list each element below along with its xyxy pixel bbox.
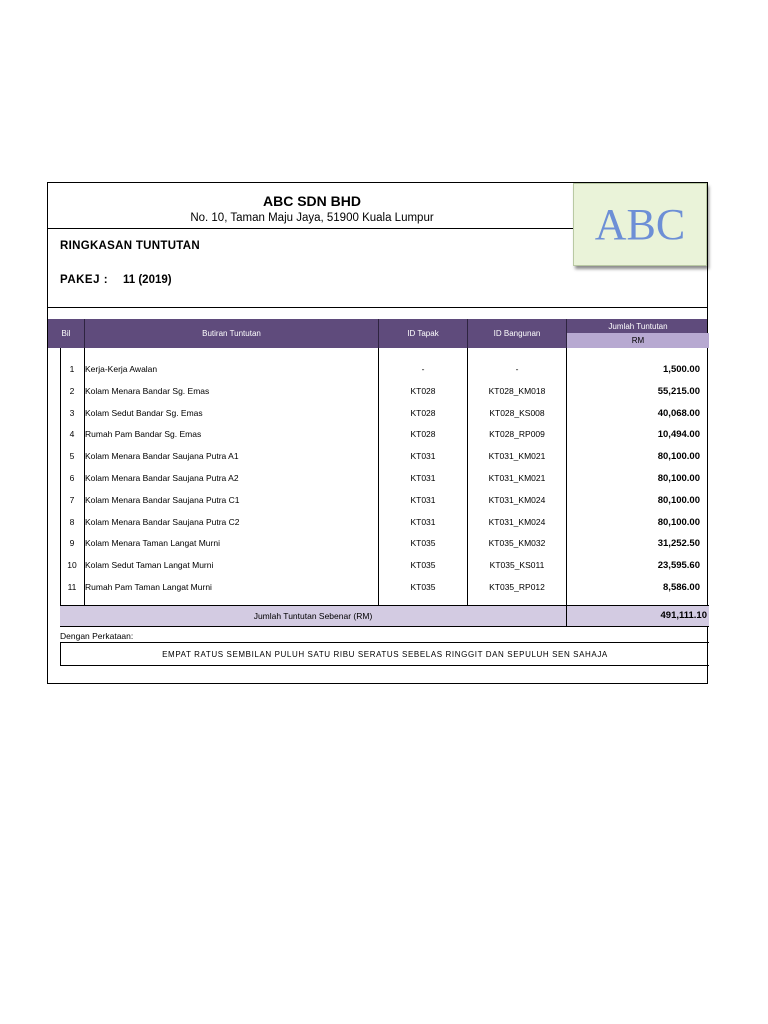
row-id-bangunan: KT028_KM018: [488, 385, 546, 396]
row-amount: 80,100.00: [657, 494, 700, 506]
row-description: Kerja-Kerja Awalan: [85, 364, 158, 374]
company-name: ABC SDN BHD: [263, 193, 361, 209]
header-jumlah: Jumlah Tuntutan: [608, 321, 668, 331]
row-amount: 10,494.00: [657, 429, 700, 441]
row-id-tapak: KT031: [410, 451, 436, 462]
row-description: Kolam Menara Bandar Saujana Putra C2: [85, 516, 240, 527]
row-bil: 3: [69, 407, 75, 418]
row-id-bangunan: KT035_RP012: [489, 582, 545, 592]
row-bil: 11: [67, 582, 77, 592]
row-id-tapak: KT031: [410, 516, 436, 527]
table-row: [48, 447, 707, 469]
table-row: [48, 425, 707, 447]
header-id-tapak: ID Tapak: [379, 319, 468, 348]
summary-title: RINGKASAN TUNTUTAN: [60, 240, 200, 252]
row-id-bangunan: KT031_KM021: [488, 451, 546, 462]
row-id-bangunan: KT035_KS011: [489, 560, 545, 571]
row-bil: 1: [69, 364, 75, 374]
table-header: [48, 319, 707, 348]
row-bil: 5: [69, 451, 75, 462]
table-row: [48, 534, 707, 556]
claim-summary-document: [47, 182, 708, 684]
total-value: 491,111.10: [660, 610, 707, 621]
header-bil: Bil: [48, 319, 85, 348]
row-id-bangunan: KT031_KM024: [488, 494, 546, 505]
table-row: [48, 556, 707, 578]
row-id-bangunan: KT031_KM024: [488, 516, 546, 527]
row-id-tapak: KT028: [410, 407, 436, 418]
row-bil: 9: [69, 538, 75, 549]
header-butiran: Butiran Tuntutan: [85, 319, 379, 348]
header-id-bangunan: ID Bangunan: [468, 319, 567, 348]
row-description: Kolam Menara Bandar Saujana Putra A2: [85, 473, 239, 483]
row-id-bangunan: KT031_KM021: [488, 473, 546, 483]
row-id-bangunan: KT028_RP009: [489, 429, 545, 440]
row-id-bangunan: KT035_KM032: [488, 538, 546, 549]
table-row: [48, 382, 707, 404]
total-label: Jumlah Tuntutan Sebenar (RM): [253, 611, 373, 621]
row-id-tapak: KT028: [410, 429, 436, 440]
row-id-tapak: KT028: [410, 385, 436, 396]
logo-text: ABC: [594, 200, 686, 249]
table-row: [48, 578, 707, 600]
section-divider: [48, 307, 707, 308]
row-bil: 6: [69, 473, 75, 483]
table-row: [48, 513, 707, 535]
row-description: Kolam Sedut Bandar Sg. Emas: [85, 407, 203, 418]
row-description: Kolam Sedut Taman Langat Murni: [85, 560, 214, 571]
amount-in-words-label: Dengan Perkataan:: [60, 631, 134, 641]
row-bil: 7: [69, 494, 75, 505]
row-description: Kolam Menara Taman Langat Murni: [85, 538, 220, 549]
row-id-tapak: KT035: [410, 582, 436, 592]
table-body: [48, 348, 707, 605]
header-unit: RM: [567, 333, 709, 348]
row-bil: 8: [69, 516, 75, 527]
row-amount: 23,595.60: [657, 560, 700, 572]
row-bil: 2: [69, 385, 75, 396]
amount-in-words-text: EMPAT RATUS SEMBILAN PULUH SATU RIBU SERATUS SEBELAS RINGGIT DAN SEPULUH SEN SAHAJA: [162, 650, 608, 659]
table-row: [48, 404, 707, 426]
row-amount: 55,215.00: [657, 385, 700, 397]
row-id-tapak: -: [421, 364, 425, 374]
header-divider: [48, 228, 573, 229]
row-description: Rumah Pam Bandar Sg. Emas: [85, 429, 202, 440]
row-id-bangunan: KT028_KS008: [489, 407, 545, 418]
row-amount: 1,500.00: [663, 364, 700, 375]
table-row: [48, 469, 707, 491]
company-address: No. 10, Taman Maju Jaya, 51900 Kuala Lumpur: [190, 212, 434, 224]
company-logo: [573, 183, 707, 266]
row-id-tapak: KT035: [410, 560, 436, 571]
row-bil: 10: [67, 560, 77, 571]
row-id-bangunan: -: [515, 364, 519, 374]
table-row: [48, 491, 707, 513]
row-description: Rumah Pam Taman Langat Murni: [85, 582, 212, 592]
pakej-value: 11 (2019): [123, 274, 172, 286]
row-amount: 40,068.00: [657, 407, 700, 419]
row-id-tapak: KT035: [410, 538, 436, 549]
total-row: [60, 605, 709, 627]
row-amount: 80,100.00: [657, 516, 700, 528]
row-id-tapak: KT031: [410, 473, 436, 483]
amount-in-words-box: [60, 642, 709, 666]
row-amount: 80,100.00: [657, 473, 700, 484]
row-amount: 31,252.50: [657, 538, 700, 550]
table-row: [48, 360, 707, 382]
pakej-label: PAKEJ :: [60, 274, 109, 286]
row-description: Kolam Menara Bandar Sg. Emas: [85, 385, 210, 396]
row-description: Kolam Menara Bandar Saujana Putra C1: [85, 494, 240, 505]
row-amount: 8,586.00: [663, 582, 700, 593]
row-bil: 4: [69, 429, 75, 440]
row-amount: 80,100.00: [657, 451, 700, 463]
row-id-tapak: KT031: [410, 494, 436, 505]
row-description: Kolam Menara Bandar Saujana Putra A1: [85, 451, 239, 462]
